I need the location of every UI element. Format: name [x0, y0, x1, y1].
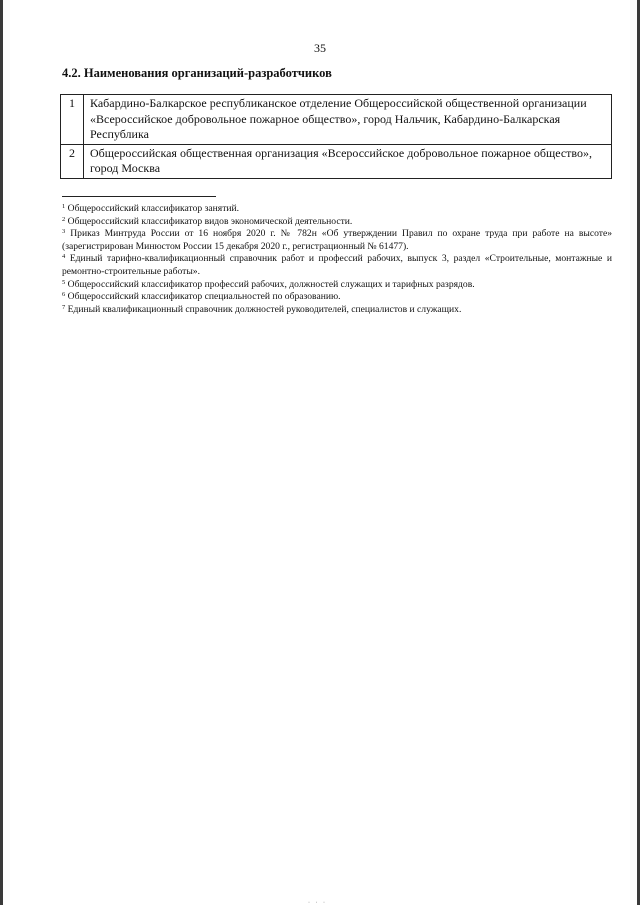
footnote-mark: 7: [62, 303, 66, 311]
footnote: [62, 304, 612, 317]
footnote-separator: [62, 196, 216, 197]
footnote-text: Единый тарифно-квалификационный справочник работ и профессий рабочих, выпуск 3, раздел «Строительные, монтажные и ремонтно-строительные работы».: [62, 253, 612, 277]
footnote-mark: 6: [62, 291, 66, 299]
footnote-text: Общероссийский классификатор профессий рабочих, должностей служащих и тарифных разрядов.: [67, 278, 475, 290]
footnote-text: Приказ Минтруда России от 16 ноября 2020 г. № 782н «Об утверждении Правил по охране труда при работе на высоте» (зарегистрирован Минюстом России 15 декабря 2020 г., регистрационный № 61477).: [62, 228, 612, 252]
section-title: 4.2. Наименования организаций-разработчиков: [62, 66, 332, 80]
footnote-text: Общероссийский классификатор специальностей по образованию.: [67, 291, 341, 303]
organizations-table: [60, 94, 612, 179]
scan-edge-left: [0, 0, 3, 905]
footnote-text: Единый квалификационный справочник должностей руководителей, специалистов и служащих.: [67, 303, 462, 315]
footnote: [62, 291, 612, 304]
row-number: 2: [61, 144, 84, 178]
footnote-mark: 1: [62, 203, 66, 210]
scan-artifact: · · ·: [308, 900, 327, 906]
footnote-mark: 4: [62, 253, 66, 261]
page-number: 35: [314, 41, 326, 55]
footnote-text: Общероссийский классификатор видов экономической деятельности.: [67, 215, 353, 227]
footnote-mark: 3: [62, 228, 66, 236]
organization-name: Кабардино-Балкарское республиканское отделение Общероссийской общественной организации «Всероссийское добровольное пожарное общество», город Нальчик, Кабардино-Балкарская Республика: [84, 95, 612, 145]
table-row: [61, 95, 612, 145]
footnote: [62, 216, 612, 229]
footnote: [62, 279, 612, 292]
footnote: [62, 228, 612, 253]
table-row: [61, 144, 612, 178]
row-number: 1: [61, 95, 84, 145]
organization-name: Общероссийская общественная организация «Всероссийское добровольное пожарное общество», город Москва: [84, 144, 612, 178]
footnote-mark: 5: [62, 278, 66, 286]
footnotes: [62, 203, 612, 316]
footnote: [62, 203, 612, 216]
footnote-mark: 2: [62, 215, 66, 223]
footnote: [62, 253, 612, 278]
footnote-text: Общероссийский классификатор занятий.: [67, 203, 240, 214]
